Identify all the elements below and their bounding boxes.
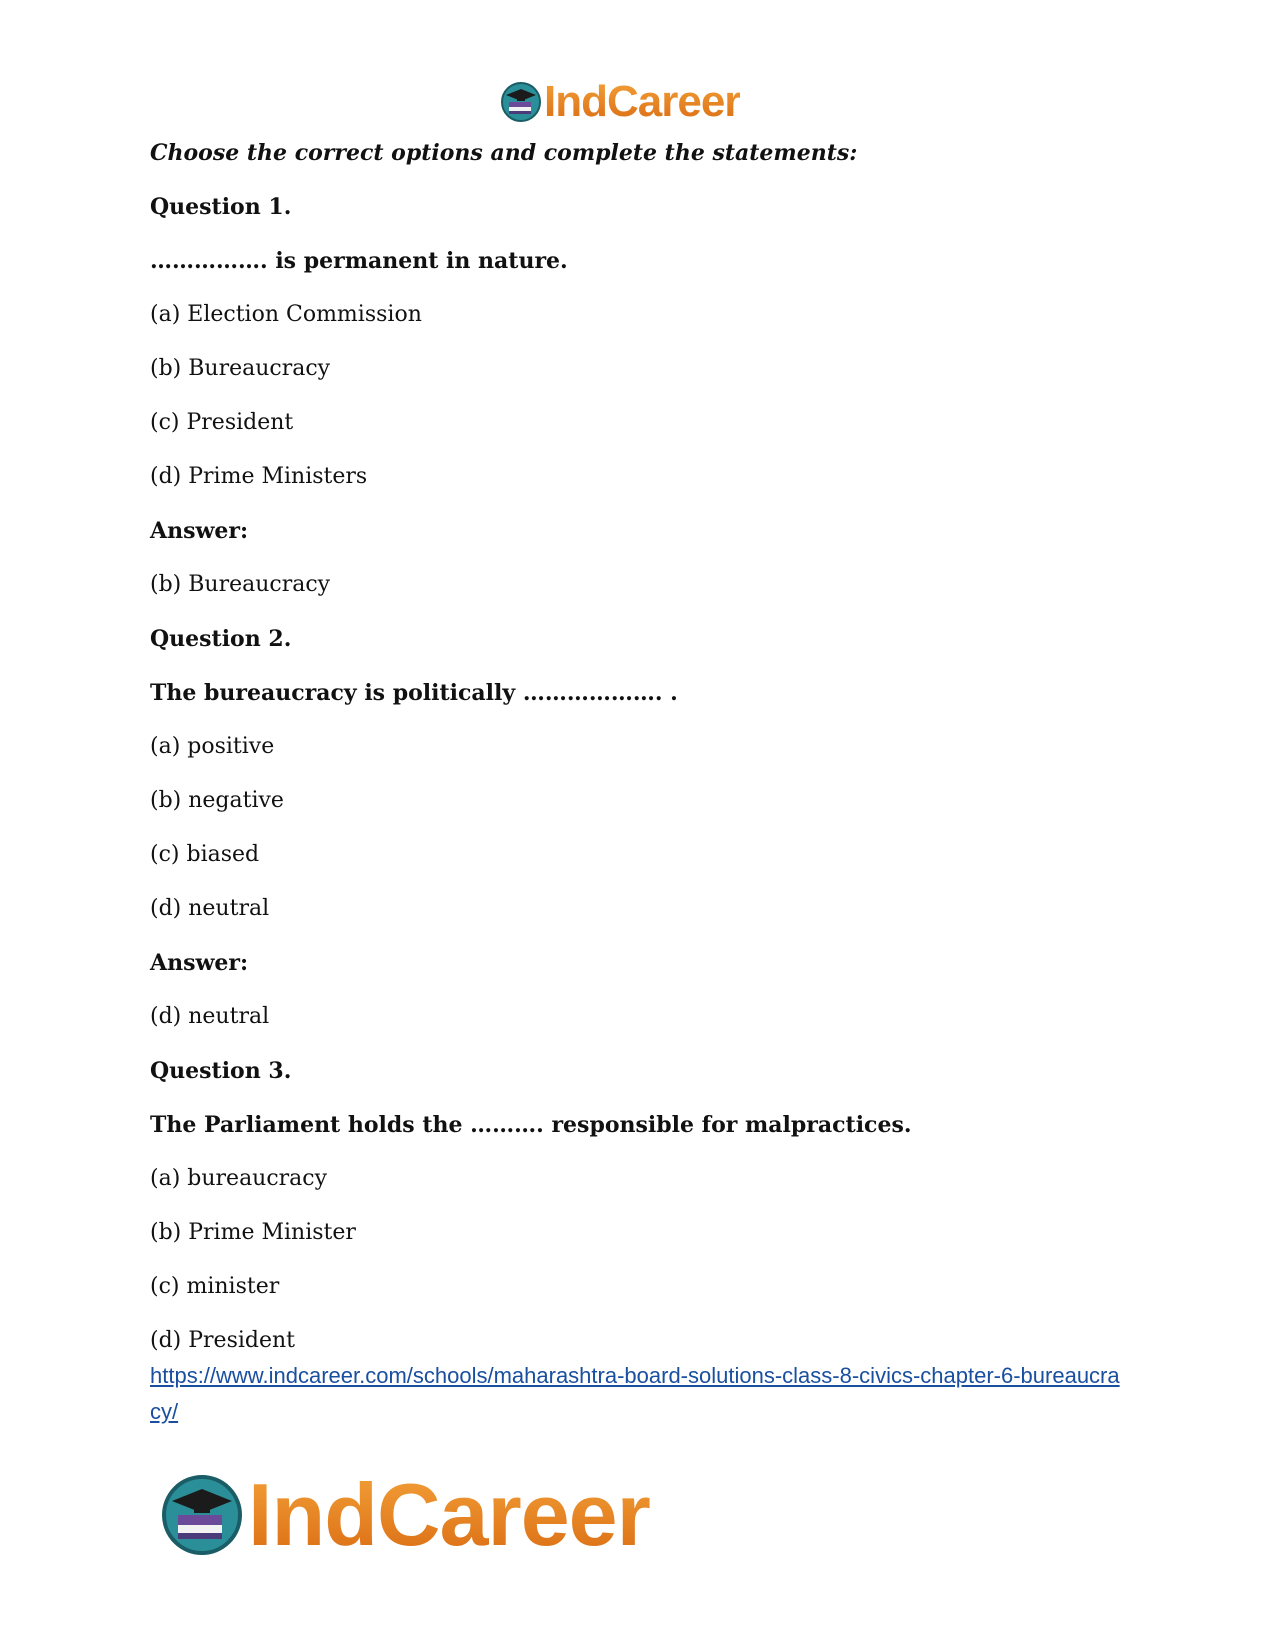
question-statement: ……………. is permanent in nature. bbox=[150, 248, 568, 274]
option-c: (c) President bbox=[150, 410, 294, 435]
answer-text: (d) neutral bbox=[150, 1004, 270, 1029]
graduation-book-icon bbox=[500, 81, 542, 123]
option-d: (d) President bbox=[150, 1328, 296, 1353]
question-title: Question 2. bbox=[150, 626, 292, 652]
question-title: Question 3. bbox=[150, 1058, 292, 1084]
option-b: (b) negative bbox=[150, 788, 284, 813]
instruction-text: Choose the correct options and complete the statements: bbox=[150, 140, 858, 166]
question-statement: The Parliament holds the ………. responsible for malpractices. bbox=[150, 1112, 912, 1138]
option-d: (d) neutral bbox=[150, 896, 270, 921]
option-b: (b) Bureaucracy bbox=[150, 356, 331, 381]
question-statement: The bureaucracy is politically ………………. . bbox=[150, 680, 678, 706]
graduation-book-icon bbox=[160, 1473, 244, 1557]
option-b: (b) Prime Minister bbox=[150, 1220, 356, 1245]
source-url-link[interactable]: https://www.indcareer.com/schools/maharashtra-board-solutions-class-8-civics-chapter-6-bureaucracy/ bbox=[150, 1363, 1120, 1424]
option-c: (c) biased bbox=[150, 842, 260, 867]
header-logo bbox=[500, 78, 740, 126]
option-a: (a) positive bbox=[150, 734, 275, 759]
answer-text: (b) Bureaucracy bbox=[150, 572, 331, 597]
option-a: (a) bureaucracy bbox=[150, 1166, 328, 1191]
option-c: (c) minister bbox=[150, 1274, 280, 1299]
answer-label: Answer: bbox=[150, 518, 249, 544]
option-a: (a) Election Commission bbox=[150, 302, 422, 327]
question-title: Question 1. bbox=[150, 194, 292, 220]
logo-text: IndCareer bbox=[248, 1465, 650, 1564]
logo-text: IndCareer bbox=[544, 77, 741, 126]
answer-label: Answer: bbox=[150, 950, 249, 976]
footer-logo bbox=[160, 1465, 650, 1564]
option-d: (d) Prime Ministers bbox=[150, 464, 368, 489]
